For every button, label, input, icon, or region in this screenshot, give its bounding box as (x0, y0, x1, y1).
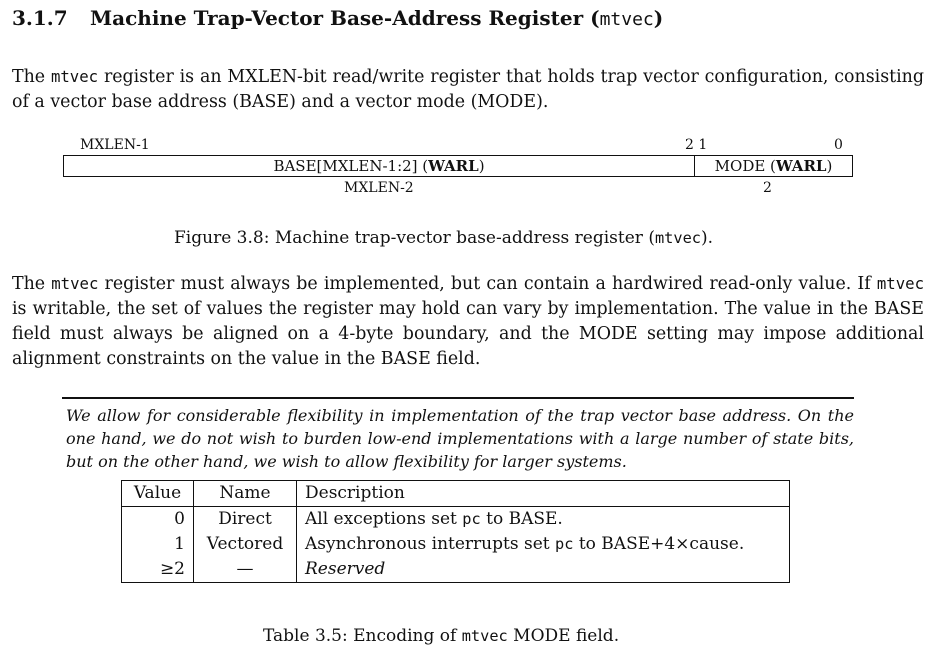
cell-value: 1 (122, 532, 194, 557)
inline-code: mtvec (876, 274, 924, 293)
cell-description: Asynchronous interrupts set pc to BASE+4×cause. (305, 534, 745, 554)
register-mode-width: 2 (763, 180, 772, 196)
cell-description: Reserved (305, 559, 386, 579)
section-title: Machine Trap-Vector Base-Address Register (mtvec) (90, 6, 664, 30)
table-caption: Table 3.5: Encoding of mtvec MODE field. (263, 626, 620, 646)
register-diagram (63, 155, 853, 177)
header-name: Name (194, 481, 297, 507)
cell-name: Vectored (194, 532, 297, 557)
commentary-top-rule (62, 397, 854, 399)
intro-paragraph: The mtvec register is an MXLEN-bit read/write register that holds trap vector configuration, consisting of a vector base address (BASE) and a vector mode (MODE). (12, 67, 924, 112)
register-bit-2-1-label: 2 1 (685, 137, 708, 153)
figure-caption: Figure 3.8: Machine trap-vector base-address register (mtvec). (174, 228, 714, 248)
register-base-width: MXLEN-2 (344, 180, 414, 196)
register-lsb-label: 0 (834, 137, 843, 153)
section-number: 3.1.7 (12, 6, 68, 30)
table-row (122, 507, 790, 533)
inline-code: mtvec (51, 274, 99, 293)
cell-description: All exceptions set pc to BASE. (305, 509, 563, 529)
encoding-table (121, 480, 790, 583)
cell-name: Direct (194, 507, 297, 533)
register-base-field: BASE[MXLEN-1:2] (WARL) (64, 156, 695, 176)
table-row (122, 532, 790, 557)
table-header-row (122, 481, 790, 507)
body-paragraph: The mtvec register must always be implemented, but can contain a hardwired read-only value. If mtvec is writable, the set of values the register may hold can vary by implementation. The value in the BASE field must always be aligned on a 4-byte boundary, and the MODE setting may impose additional alignment constraints on the value in the BASE field. (12, 274, 924, 369)
register-mode-field: MODE (WARL) (714, 157, 833, 175)
table-row (122, 557, 790, 583)
section-heading (12, 6, 663, 30)
cell-value: 0 (122, 507, 194, 533)
cell-value: ≥2 (122, 557, 194, 583)
cell-name: — (194, 557, 297, 583)
commentary-text: We allow for considerable flexibility in implementation of the trap vector base address. On the one hand, we do not wish to burden low-end implementations with a large number of state bits, but on the other hand, we wish to allow flexibility for larger systems. (66, 406, 854, 471)
header-description: Description (297, 481, 790, 507)
register-msb-label: MXLEN-1 (80, 137, 150, 153)
header-value: Value (122, 481, 194, 507)
inline-code: mtvec (50, 67, 99, 86)
